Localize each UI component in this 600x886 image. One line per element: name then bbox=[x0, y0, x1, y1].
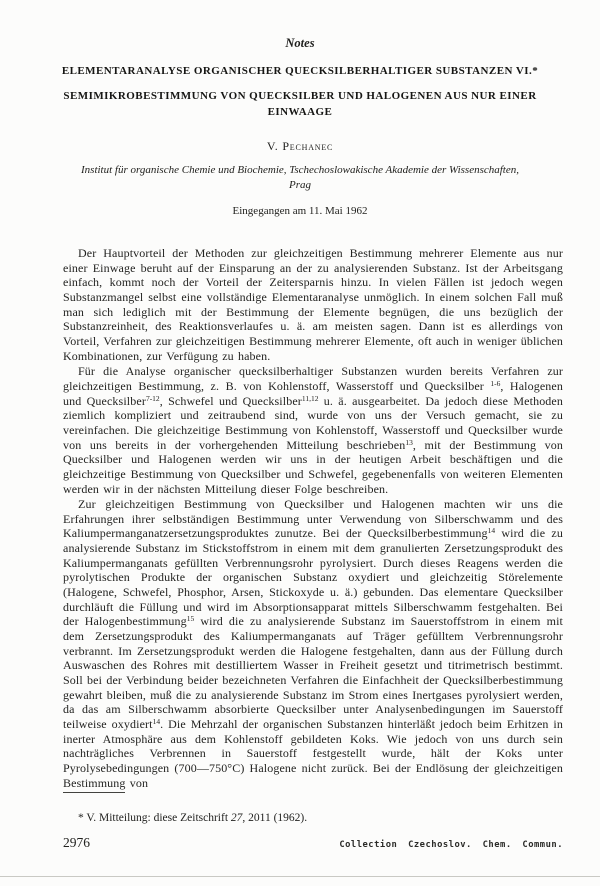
reference-superscript: 7-12 bbox=[145, 393, 160, 403]
paragraph-text: , Schwefel und Quecksilber bbox=[159, 393, 302, 408]
reference-superscript: 14 bbox=[152, 717, 161, 726]
page-bottom-edge bbox=[0, 876, 600, 877]
affiliation-line2: Prag bbox=[289, 178, 311, 191]
journal-name: Collection Czechoslov. Chem. Commun. bbox=[339, 840, 563, 850]
article-subtitle: SEMIMIKROBESTIMMUNG VON QUECKSILBER UND HALOGENEN AUS NUR EINER EINWAAGE bbox=[63, 90, 537, 118]
affiliation-line1: Institut für organische Chemie und Biochemie, Tschechoslowakische Akademie der Wissenschaften, bbox=[81, 164, 519, 176]
paragraph-text: , mit der Bestimmung von Quecksilber und Halogenen werden wir uns in der heutigen Arbeit beschäftigen und die gleichzeitige Bestimmung von Quecksilber und Schwefel, gegebenenfalls von weiteren Elementen werden wir in der nächsten Mitteilung dieser Folge beschreiben. bbox=[63, 437, 563, 496]
received-date: Eingegangen am 11. Mai 1962 bbox=[232, 205, 368, 217]
paragraph-text: , Halogenen und Quecksilber bbox=[63, 378, 563, 408]
article-title: ELEMENTARANALYSE ORGANISCHER QUECKSILBERHALTIGER SUBSTANZEN VI.* bbox=[61, 65, 539, 77]
footnote-rule bbox=[63, 792, 125, 793]
body-paragraph-3 bbox=[63, 497, 563, 790]
paragraph-text: Zur gleichzeitigen Bestimmung von Quecksilber und Halogenen machten wir uns die Erfahrungen ihrer selbständigen Bestimmung unter Verwendung von Silberschwamm und des Kaliumpermanganatzersetzungsproduktes zunutze. Bei der Quecksilberbestimmung bbox=[63, 497, 563, 541]
page-number: 2976 bbox=[63, 835, 90, 850]
reference-superscript: 13 bbox=[405, 437, 413, 447]
footnote-volume: 27 bbox=[230, 811, 243, 824]
body-paragraph-1 bbox=[63, 246, 563, 363]
paragraph-text: . Die Mehrzahl der organischen Substanzen hinterläßt jedoch beim Erhitzen in inerter Atmosphäre aus dem Kohlenstoff gebildeten Koks. Wie jedoch von uns durch sein nachträgliches Verbrennen in Sauerstoff festgestellt wurde, hält der Koks unter Pyrolysebedingungen (700—750°C) Halogene nicht zurück. Bei der Endlösung der gleichzeitigen Bestimmung von bbox=[63, 717, 563, 790]
running-head: Notes bbox=[285, 36, 315, 50]
footnote bbox=[63, 811, 563, 825]
reference-superscript: 1-6 bbox=[490, 378, 501, 388]
paragraph-text: Für die Analyse organischer quecksilberhaltiger Substanzen wurden bereits Verfahren zur gleichzeitigen Bestimmung, z. B. von Kohlenstoff, Wasserstoff und Quecksilber bbox=[63, 364, 563, 393]
paragraph-text: Der Hauptvorteil der Methoden zur gleichzeitigen Bestimmung mehrerer Elemente aus nur einer Einwage beruht auf der Einsparung an der zu analysierenden Substanz. Ist der Arbeitsgang einfach, kommt noch der Vorteil der Zeitersparnis hinzu. In vielen Fällen ist jedoch wegen Substanzmangel selbst eine vollständige Elementaranalyse unmöglich. In einem solchen Fall muß man sich lediglich mit der Bestimmung der Elemente begnügen, die uns bezüglich der Substanzreinheit, des Reaktionsverlaufes u. ä. am meisten sagen. Dann ist es allerdings von Vorteil, Verfahren zur gleichzeitigen Bestimmung mehrerer Elemente, oft auch in weniger üblichen Kombinationen, zur Verfügung zu haben. bbox=[63, 246, 564, 363]
body-paragraph-2 bbox=[63, 364, 563, 496]
paragraph-text: u. ä. ausgearbeitet. Da jedoch diese Methoden ziemlich kompliziert und zeitraubend sind, wurde von uns der Versuch gemacht, sie zu vereinfachen. Die gleichzeitige Bestimmung von Kohlenstoff, Wasserstoff und Quecksilber wurde von uns bereits in der vorhergehenden Mitteilung beschrieben bbox=[63, 393, 563, 452]
footnote-text: , 2011 (1962). bbox=[242, 811, 308, 824]
reference-superscript: 15 bbox=[186, 614, 195, 624]
reference-superscript: 14 bbox=[487, 526, 496, 536]
author-name: V. Pechanec bbox=[266, 139, 334, 153]
article-body bbox=[63, 246, 563, 790]
reference-superscript: 11,12 bbox=[301, 393, 319, 403]
paragraph-text: wird die zu analysierende Substanz im Stickstoffstrom in einem mit dem granulierten Zersetzungsprodukt des Kaliumpermanganats gefüllten Verbrennungsrohr pyrolysiert. Durch dieses Reagens werden die pyrolytischen Produkte der organischen Substanz oxydiert und gleichzeitig Störelemente (Halogene, Schwefel, Phosphor, Arsen, Stickoxyde u. ä.) gebunden. Das elementare Quecksilber durchläuft die Füllung und wird im Absorptionsapparat mittels Silberschwamm festgehalten. Bei der Halogenbestimmung bbox=[63, 526, 563, 629]
masthead bbox=[50, 36, 550, 218]
footnote-text: * V. Mitteilung: diese Zeitschrift bbox=[78, 811, 231, 824]
paragraph-text: wird die zu analysierende Substanz im Sauerstoffstrom in einem mit dem Zersetzungsprodukt des Kaliumpermanganats auf Träger gefülltem Verbrennungsrohr verbrannt. Im Zersetzungsprodukt werden die Halogene festgehalten, dann aus der Füllung durch Auswaschen des Rohres mit destilliertem Wasser in Freiheit gesetzt und titrimetrisch bestimmt. Soll bei der Verbindung beider bezeichneten Verfahren die Einfachheit der Quecksilberbestimmung gewahrt bleiben, muß die zu analysierende Substanz im Strom eines Inertgases pyrolysiert werden, da das am Silberschwamm absorbierte Quecksilber unter Analysenbedingungen im Sauerstoff teilweise oxydiert bbox=[63, 614, 563, 731]
affiliation bbox=[50, 163, 550, 192]
